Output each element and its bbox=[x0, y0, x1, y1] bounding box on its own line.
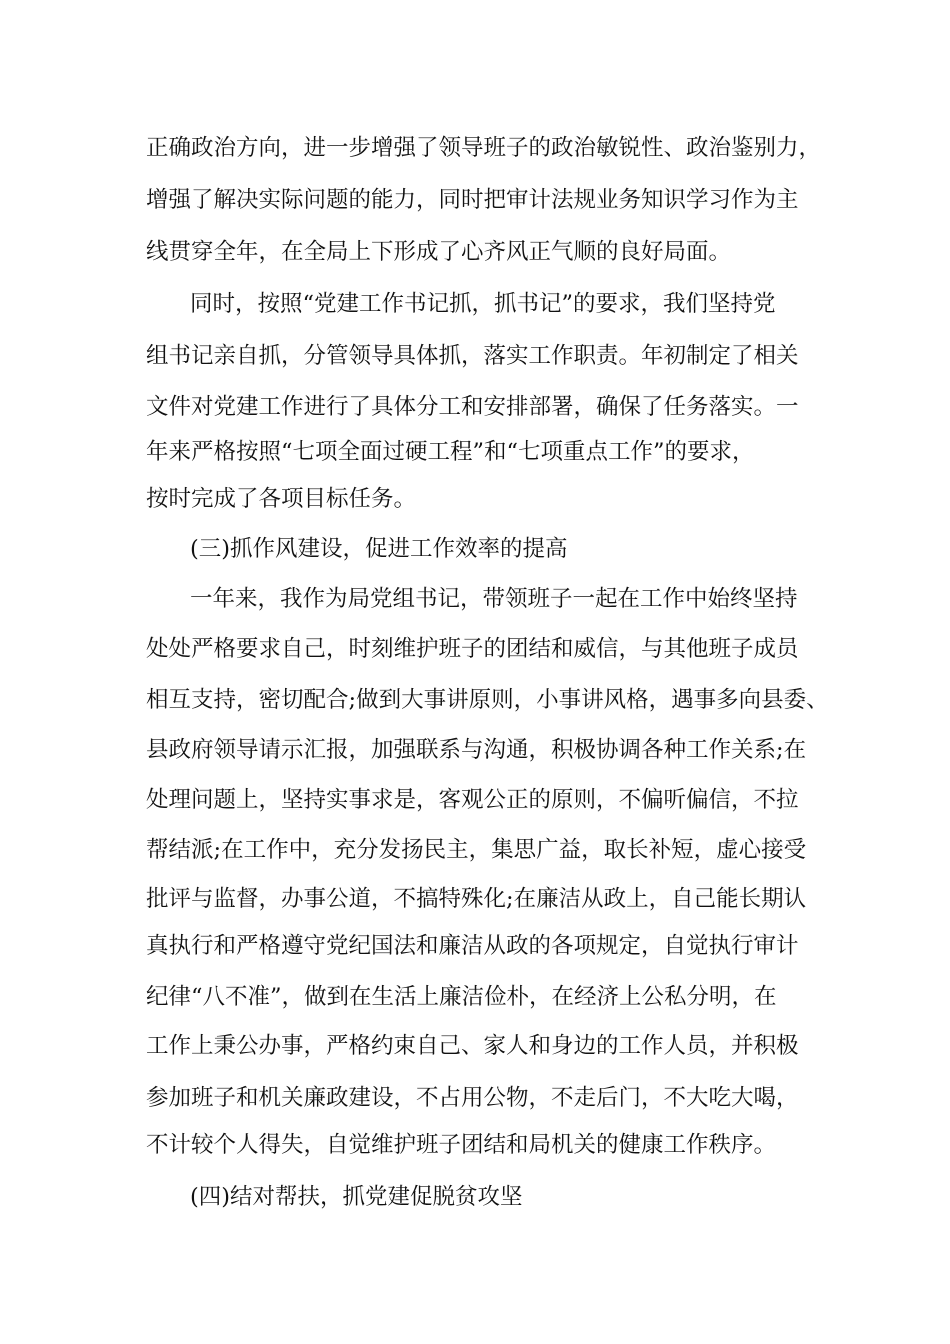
text-line: 处理问题上，坚持实事求是，客观公正的原则，不偏听偏信，不拉 bbox=[146, 787, 799, 813]
text-line: 线贯穿全年，在全局上下形成了心齐风正气顺的良好局面。 bbox=[146, 239, 732, 265]
text-line: 相互支持，密切配合;做到大事讲原则，小事讲风格，遇事多向县委、 bbox=[146, 687, 829, 713]
text-line: 增强了解决实际问题的能力，同时把审计法规业务知识学习作为主 bbox=[146, 187, 799, 213]
text-line: 年来严格按照“七项全面过硬工程”和“七项重点工作”的要求， bbox=[146, 439, 755, 465]
section-heading: (三)抓作风建设，促进工作效率的提高 bbox=[190, 536, 568, 562]
text-line: 批评与监督，办事公道，不搞特殊化;在廉洁从政上，自己能长期认 bbox=[146, 886, 807, 912]
paragraph-first-line: 同时，按照“党建工作书记抓，抓书记”的要求，我们坚持党 bbox=[190, 291, 776, 317]
section-heading: (四)结对帮扶，抓党建促脱贫攻坚 bbox=[190, 1184, 523, 1210]
text-line: 帮结派;在工作中，充分发扬民主，集思广益，取长补短，虚心接受 bbox=[146, 837, 807, 863]
paragraph-first-line: 一年来，我作为局党组书记，带领班子一起在工作中始终坚持 bbox=[190, 586, 798, 612]
text-line: 参加班子和机关廉政建设，不占用公物，不走后门，不大吃大喝， bbox=[146, 1085, 799, 1111]
text-line: 处处严格要求自己，时刻维护班子的团结和威信，与其他班子成员 bbox=[146, 636, 799, 662]
text-line: 工作上秉公办事，严格约束自己、家人和身边的工作人员，并积极 bbox=[146, 1033, 799, 1059]
text-line: 县政府领导请示汇报，加强联系与沟通，积极协调各种工作关系;在 bbox=[146, 737, 807, 763]
text-line: 不计较个人得失，自觉维护班子团结和局机关的健康工作秩序。 bbox=[146, 1132, 777, 1158]
text-line: 文件对党建工作进行了具体分工和安排部署，确保了任务落实。一 bbox=[146, 394, 799, 420]
text-line: 按时完成了各项目标任务。 bbox=[146, 486, 417, 512]
text-line: 纪律“八不准”，做到在生活上廉洁俭朴，在经济上公私分明，在 bbox=[146, 984, 777, 1010]
text-line: 真执行和严格遵守党纪国法和廉洁从政的各项规定，自觉执行审计 bbox=[146, 933, 799, 959]
text-line: 正确政治方向，进一步增强了领导班子的政治敏锐性、政治鉴别力， bbox=[146, 135, 822, 161]
text-line: 组书记亲自抓，分管领导具体抓，落实工作职责。年初制定了相关 bbox=[146, 343, 799, 369]
